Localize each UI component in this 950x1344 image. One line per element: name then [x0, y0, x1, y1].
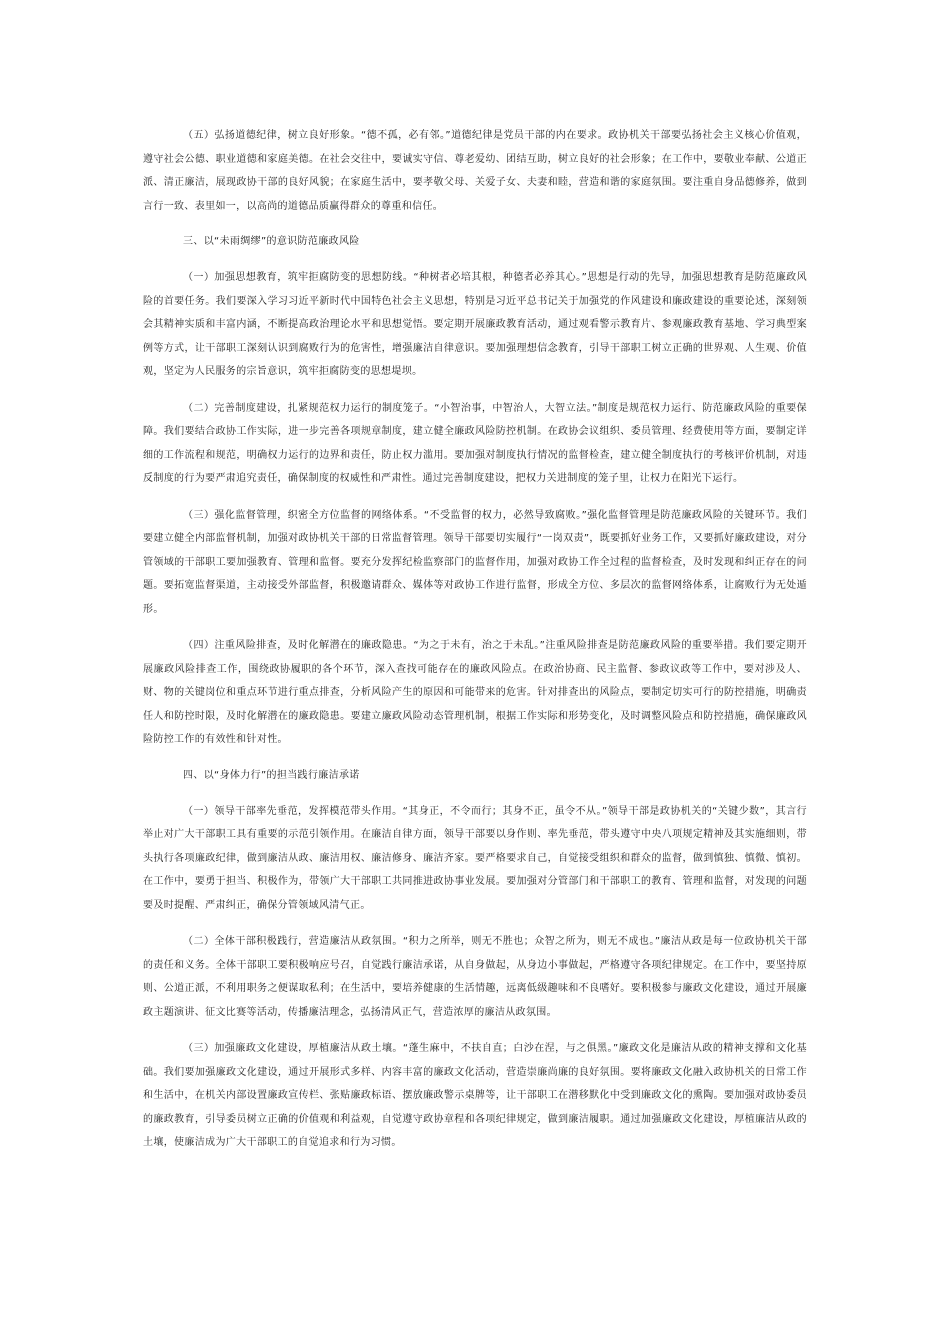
- paragraph-3-3: （三）强化监督管理，织密全方位监督的网络体系。“不受监督的权力，必然导致腐败。”强化监督管理是防范廉政风险的关键环节。我们要建立健全内部监督机制，加强对政协机关干部的日常监督管理。领导干部要切实履行“一岗双责”，既要抓好业务工作，又要抓好廉政建设，对分管领域的干部职工要加强教育、管理和监督。要充分发挥纪检监察部门的监督作用，加强对政协工作全过程的监督检查，及时发现和纠正存在的问题。要拓宽监督渠道，主动接受外部监督，积极邀请群众、媒体等对政协工作进行监督，形成全方位、多层次的监督网络体系，让腐败行为无处遁形。: [143, 509, 807, 615]
- document-page: [143, 124, 807, 1168]
- paragraph-4-3: （三）加强廉政文化建设，厚植廉洁从政土壤。“蓬生麻中，不扶自直；白沙在涅，与之俱黑。”廉政文化是廉洁从政的精神支撑和文化基础。我们要加强廉政文化建设，通过开展形式多样、内容丰富的廉政文化活动，营造崇廉尚廉的良好氛围。要将廉政文化融入政协机关的日常工作和生活中，在机关内部设置廉政宣传栏、张贴廉政标语、摆放廉政警示桌牌等，让干部职工在潜移默化中受到廉政文化的熏陶。要加强对政协委员的廉政教育，引导委员树立正确的价值观和利益观，自觉遵守政协章程和各项纪律规定，做到廉洁履职。通过加强廉政文化建设，厚植廉洁从政的土壤，使廉洁成为广大干部职工的自觉追求和行为习惯。: [143, 1043, 807, 1148]
- paragraph-4-2: （二）全体干部积极践行，营造廉洁从政氛围。“积力之所举，则无不胜也；众智之所为，则无不成也。”廉洁从政是每一位政协机关干部的责任和义务。全体干部职工要积极响应号召，自觉践行廉洁承诺，从自身做起，从身边小事做起，严格遵守各项纪律规定。在工作中，要坚持原则、公道正派，不利用职务之便谋取私利；在生活中，要培养健康的生活情趣，远离低级趣味和不良嗜好。要积极参与廉政文化建设，通过开展廉政主题演讲、征文比赛等活动，传播廉洁理念，弘扬清风正气，营造浓厚的廉洁从政氛围。: [143, 936, 807, 1018]
- paragraph-3-2: （二）完善制度建设，扎紧规范权力运行的制度笼子。“小智治事，中智治人，大智立法。”制度是规范权力运行、防范廉政风险的重要保障。我们要结合政协工作实际，进一步完善各项规章制度，建立健全廉政风险防控机制。在政协会议组织、委员管理、经费使用等方面，要制定详细的工作流程和规范，明确权力运行的边界和责任，防止权力滥用。要加强对制度执行情况的监督检查，建立健全制度执行的考核评价机制，对违反制度的行为要严肃追究责任，确保制度的权威性和严肃性。通过完善制度建设，把权力关进制度的笼子里，让权力在阳光下运行。: [143, 402, 807, 484]
- section-3-heading: 三、以“未雨绸缪”的意识防范廉政风险: [183, 236, 360, 247]
- section-4-heading: 四、以“身体力行”的担当践行廉洁承诺: [183, 769, 360, 781]
- paragraph-3-1: （一）加强思想教育，筑牢拒腐防变的思想防线。“种树者必培其根，种德者必养其心。”思想是行动的先导，加强思想教育是防范廉政风险的首要任务。我们要深入学习习近平新时代中国特色社会主义思想，特别是习近平总书记关于加强党的作风建设和廉政建设的重要论述，深刻领会其精神实质和丰富内涵，不断提高政治理论水平和思想觉悟。要定期开展廉政教育活动，通过观看警示教育片、参观廉政教育基地、学习典型案例等方式，让干部职工深刻认识到腐败行为的危害性，增强廉洁自律意识。要加强理想信念教育，引导干部职工树立正确的世界观、人生观、价值观，坚定为人民服务的宗旨意识，筑牢拒腐防变的思想堤坝。: [143, 272, 807, 377]
- paragraph-5-ethics: （五）弘扬道德纪律，树立良好形象。“德不孤，必有邻。”道德纪律是党员干部的内在要求。政协机关干部要弘扬社会主义核心价值观，遵守社会公德、职业道德和家庭美德。在社会交往中，要诚实守信、尊老爱幼、团结互助，树立良好的社会形象；在工作中，要敬业奉献、公道正派、清正廉洁，展现政协干部的良好风貌；在家庭生活中，要孝敬父母、关爱子女、夫妻和睦，营造和谐的家庭氛围。要注重自身品德修养，做到言行一致、表里如一，以高尚的道德品质赢得群众的尊重和信任。: [143, 130, 807, 212]
- paragraph-3-4: （四）注重风险排查，及时化解潜在的廉政隐患。“为之于未有，治之于未乱。”注重风险排查是防范廉政风险的重要举措。我们要定期开展廉政风险排查工作，围绕政协履职的各个环节，深入查找可能存在的廉政风险点。在政治协商、民主监督、参政议政等工作中，要对涉及人、财、物的关键岗位和重点环节进行重点排查，分析风险产生的原因和可能带来的危害。针对排查出的风险点，要制定切实可行的防控措施，明确责任人和防控时限，及时化解潜在的廉政隐患。要建立廉政风险动态管理机制，根据工作实际和形势变化，及时调整风险点和防控措施，确保廉政风险防控工作的有效性和针对性。: [143, 640, 807, 745]
- paragraph-4-1: （一）领导干部率先垂范，发挥模范带头作用。“其身正，不令而行；其身不正，虽令不从。”领导干部是政协机关的“关键少数”，其言行举止对广大干部职工具有重要的示范引领作用。在廉洁自律方面，领导干部要以身作则、率先垂范，带头遵守中央八项规定精神及其实施细则，带头执行各项廉政纪律，做到廉洁从政、廉洁用权、廉洁修身、廉洁齐家。要严格要求自己，自觉接受组织和群众的监督，做到慎独、慎微、慎初。在工作中，要勇于担当、积极作为，带领广大干部职工共同推进政协事业发展。要加强对分管部门和干部职工的教育、管理和监督，对发现的问题要及时提醒、严肃纠正，确保分管领域风清气正。: [143, 805, 807, 911]
